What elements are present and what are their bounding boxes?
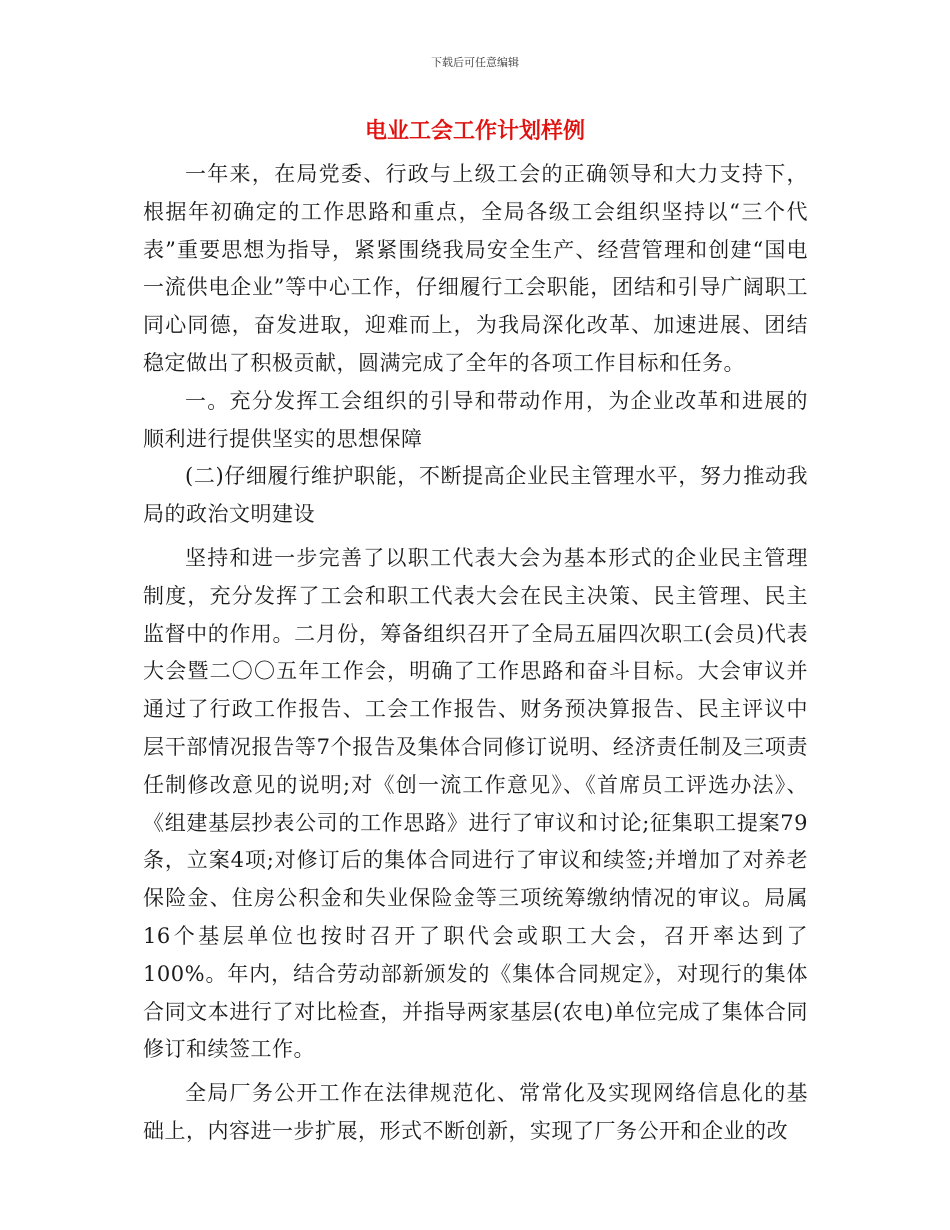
paragraph-section-one: 一。充分发挥工会组织的引导和带动作用，为企业改革和进展的顺利进行提供坚实的思想保障 bbox=[143, 388, 808, 451]
paragraph-affairs-disclosure: 全局厂务公开工作在法律规范化、常常化及实现网络信息化的基础上，内容进一步扩展，形式不断创新，实现了厂务公开和企业的改 bbox=[143, 1081, 808, 1143]
page-header-note: 下载后可任意编辑 bbox=[431, 56, 519, 69]
paragraph-intro: 一年来，在局党委、行政与上级工会的正确领导和大力支持下，根据年初确定的工作思路和重点，全局各级工会组织坚持以“三个代表”重要思想为指导，紧紧围绕我局安全生产、经营管理和创建“国电一流供电企业”等中心工作，仔细履行工会职能，团结和引导广阔职工同心同德，奋发进取，迎难而上，为我局深化改革、加速进展、团结稳定做出了积极贡献，圆满完成了全年的各项工作目标和任务。 bbox=[143, 162, 808, 375]
document-title: 电业工会工作计划样例 bbox=[364, 118, 585, 144]
paragraph-democratic-management: 坚持和进一步完善了以职工代表大会为基本形式的企业民主管理制度，充分发挥了工会和职工代表大会在民主决策、民主管理、民主监督中的作用。二月份，筹备组织召开了全局五届四次职工(会员)代表大会暨二〇〇五年工作会，明确了工作思路和奋斗目标。大会审议并通过了行政工作报告、工会工作报告、财务预决算报告、民主评议中层干部情况报告等7个报告及集体合同修订说明、经济责任制及三项责任制修改意见的说明;对《创一流工作意见》、《首席员工评选办法》、《组建基层抄表公司的工作思路》进行了审议和讨论;征集职工提案79条，立案4项;对修订后的集体合同进行了审议和续签;并增加了对养老保险金、住房公积金和失业保险金等三项统筹缴纳情况的审议。局属16个基层单位也按时召开了职代会或职工大会，召开率达到了100%。年内，结合劳动部新颁发的《集体合同规定》，对现行的集体合同文本进行了对比检查，并指导两家基层(农电)单位完成了集体合同修订和续签工作。 bbox=[143, 545, 808, 1062]
document-body bbox=[143, 156, 808, 1151]
paragraph-section-two: (二)仔细履行维护职能，不断提高企业民主管理水平，努力推动我局的政治文明建设 bbox=[143, 464, 808, 527]
